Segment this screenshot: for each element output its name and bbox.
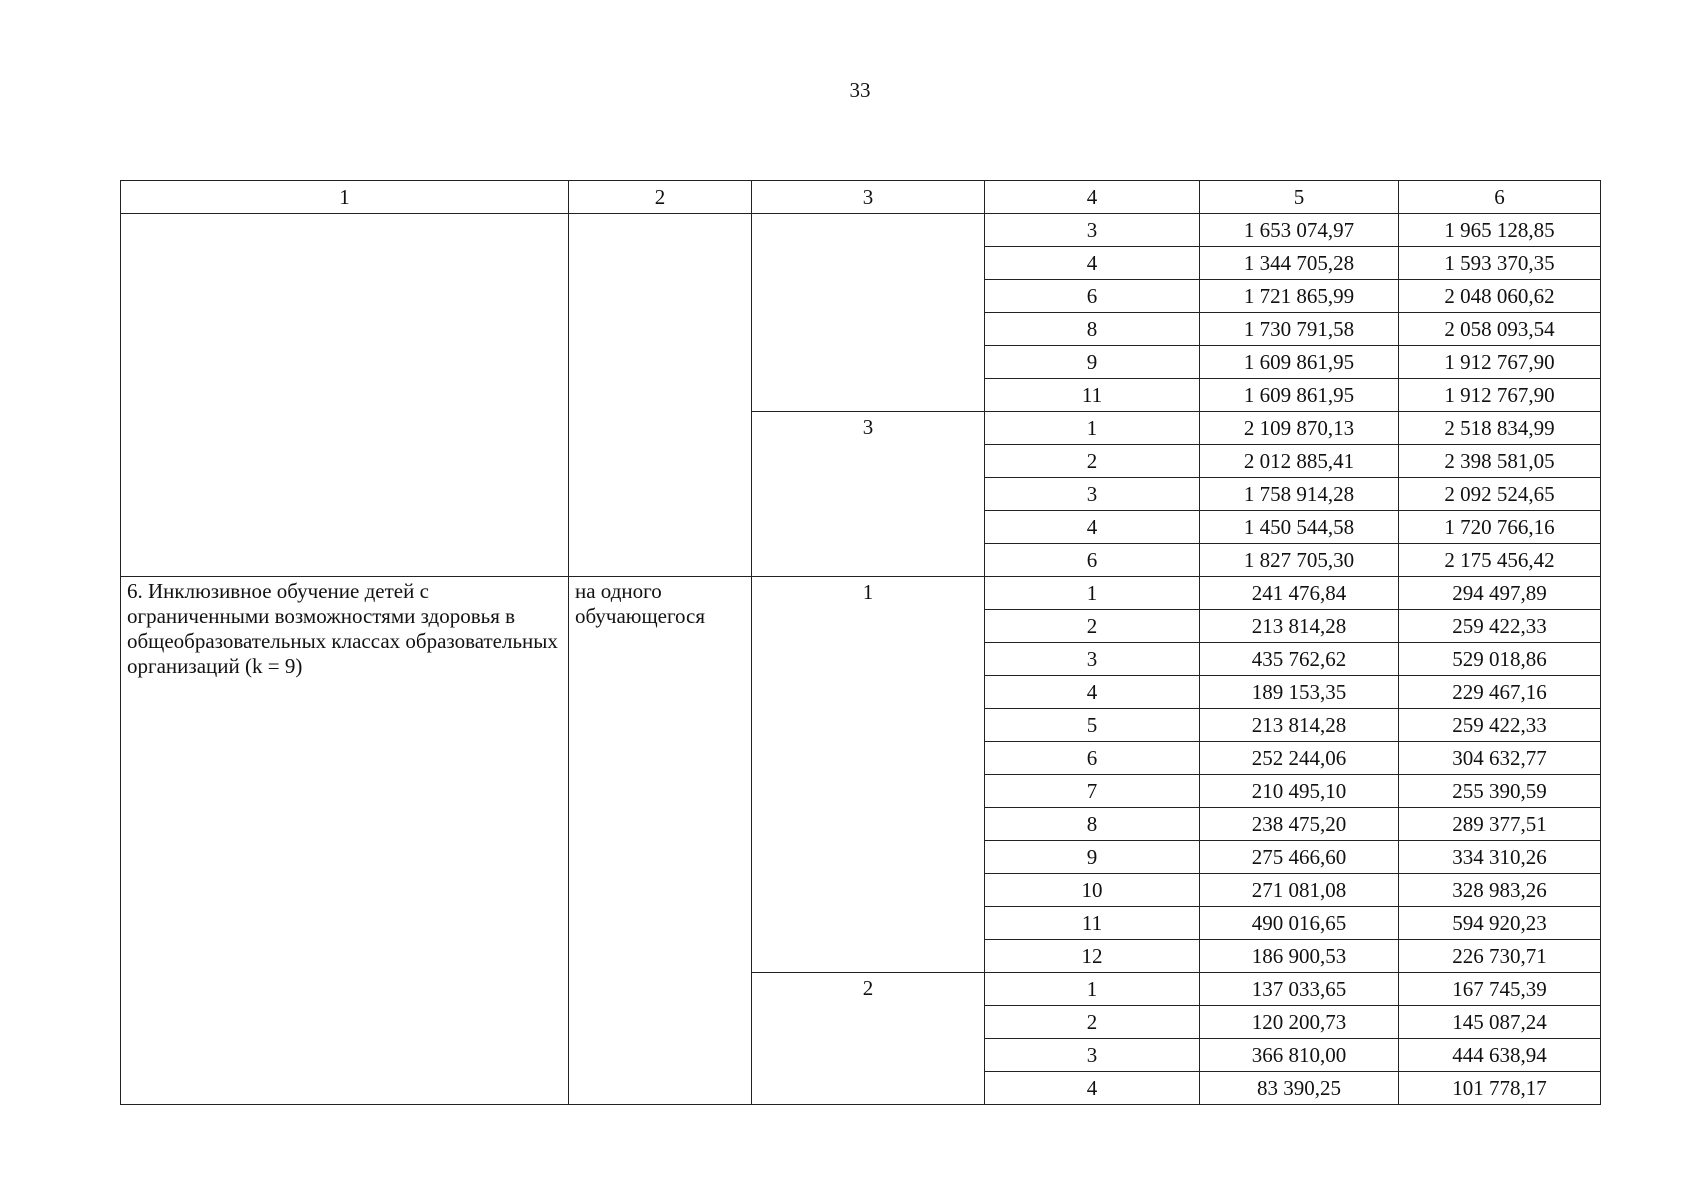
index-cell: 4 — [985, 1072, 1200, 1105]
index-cell: 5 — [985, 709, 1200, 742]
column-header: 3 — [752, 181, 985, 214]
index-cell: 6 — [985, 544, 1200, 577]
value-cell: 594 920,23 — [1399, 907, 1601, 940]
value-cell: 275 466,60 — [1200, 841, 1399, 874]
value-cell: 229 467,16 — [1399, 676, 1601, 709]
value-cell: 1 758 914,28 — [1200, 478, 1399, 511]
value-cell: 1 609 861,95 — [1200, 379, 1399, 412]
column-header: 1 — [121, 181, 569, 214]
value-cell: 1 912 767,90 — [1399, 346, 1601, 379]
value-cell: 490 016,65 — [1200, 907, 1399, 940]
group-label-cell: 1 — [752, 577, 985, 973]
index-cell: 1 — [985, 973, 1200, 1006]
column-header: 4 — [985, 181, 1200, 214]
table-row — [121, 577, 1601, 610]
column-header: 5 — [1200, 181, 1399, 214]
value-cell: 294 497,89 — [1399, 577, 1601, 610]
value-cell: 2 092 524,65 — [1399, 478, 1601, 511]
index-cell: 9 — [985, 346, 1200, 379]
index-cell: 9 — [985, 841, 1200, 874]
index-cell: 8 — [985, 808, 1200, 841]
value-cell: 328 983,26 — [1399, 874, 1601, 907]
value-cell: 120 200,73 — [1200, 1006, 1399, 1039]
group-label-cell: 2 — [752, 973, 985, 1105]
index-cell: 2 — [985, 445, 1200, 478]
index-cell: 3 — [985, 478, 1200, 511]
header-row — [121, 181, 1601, 214]
value-cell: 2 175 456,42 — [1399, 544, 1601, 577]
group-label-cell — [752, 214, 985, 412]
service-title-cell — [121, 214, 569, 577]
index-cell: 10 — [985, 874, 1200, 907]
value-cell: 101 778,17 — [1399, 1072, 1601, 1105]
value-cell: 167 745,39 — [1399, 973, 1601, 1006]
unit-cell: на одного обучающегося — [569, 577, 752, 1105]
index-cell: 2 — [985, 610, 1200, 643]
value-cell: 226 730,71 — [1399, 940, 1601, 973]
value-cell: 435 762,62 — [1200, 643, 1399, 676]
index-cell: 6 — [985, 742, 1200, 775]
value-cell: 259 422,33 — [1399, 610, 1601, 643]
value-cell: 1 593 370,35 — [1399, 247, 1601, 280]
value-cell: 289 377,51 — [1399, 808, 1601, 841]
value-cell: 444 638,94 — [1399, 1039, 1601, 1072]
value-cell: 2 058 093,54 — [1399, 313, 1601, 346]
value-cell: 238 475,20 — [1200, 808, 1399, 841]
table-row — [121, 214, 1601, 247]
value-cell: 2 109 870,13 — [1200, 412, 1399, 445]
service-title-cell: 6. Инклюзивное обучение детей с ограниченными возможностями здоровья в общеобразовательных классах образовательных организаций (k = 9) — [121, 577, 569, 1105]
value-cell: 1 721 865,99 — [1200, 280, 1399, 313]
index-cell: 2 — [985, 1006, 1200, 1039]
value-cell: 1 827 705,30 — [1200, 544, 1399, 577]
value-cell: 137 033,65 — [1200, 973, 1399, 1006]
value-cell: 145 087,24 — [1399, 1006, 1601, 1039]
unit-cell — [569, 214, 752, 577]
value-cell: 241 476,84 — [1200, 577, 1399, 610]
value-cell: 1 653 074,97 — [1200, 214, 1399, 247]
value-cell: 1 720 766,16 — [1399, 511, 1601, 544]
value-cell: 2 012 885,41 — [1200, 445, 1399, 478]
index-cell: 4 — [985, 676, 1200, 709]
value-cell: 1 344 705,28 — [1200, 247, 1399, 280]
index-cell: 7 — [985, 775, 1200, 808]
value-cell: 2 518 834,99 — [1399, 412, 1601, 445]
index-cell: 4 — [985, 247, 1200, 280]
index-cell: 6 — [985, 280, 1200, 313]
column-header: 2 — [569, 181, 752, 214]
value-cell: 366 810,00 — [1200, 1039, 1399, 1072]
value-cell: 1 450 544,58 — [1200, 511, 1399, 544]
value-cell: 210 495,10 — [1200, 775, 1399, 808]
value-cell: 529 018,86 — [1399, 643, 1601, 676]
value-cell: 1 912 767,90 — [1399, 379, 1601, 412]
index-cell: 11 — [985, 907, 1200, 940]
value-cell: 2 398 581,05 — [1399, 445, 1601, 478]
index-cell: 11 — [985, 379, 1200, 412]
value-cell: 304 632,77 — [1399, 742, 1601, 775]
value-cell: 259 422,33 — [1399, 709, 1601, 742]
index-cell: 3 — [985, 214, 1200, 247]
value-cell: 83 390,25 — [1200, 1072, 1399, 1105]
page-number: 33 — [849, 78, 871, 102]
index-cell: 12 — [985, 940, 1200, 973]
value-cell: 271 081,08 — [1200, 874, 1399, 907]
index-cell: 1 — [985, 577, 1200, 610]
value-cell: 186 900,53 — [1200, 940, 1399, 973]
value-cell: 252 244,06 — [1200, 742, 1399, 775]
value-cell: 255 390,59 — [1399, 775, 1601, 808]
value-cell: 1 965 128,85 — [1399, 214, 1601, 247]
data-table — [120, 180, 1601, 1105]
value-cell: 213 814,28 — [1200, 610, 1399, 643]
index-cell: 4 — [985, 511, 1200, 544]
index-cell: 8 — [985, 313, 1200, 346]
value-cell: 213 814,28 — [1200, 709, 1399, 742]
value-cell: 1 609 861,95 — [1200, 346, 1399, 379]
value-cell: 2 048 060,62 — [1399, 280, 1601, 313]
index-cell: 1 — [985, 412, 1200, 445]
value-cell: 1 730 791,58 — [1200, 313, 1399, 346]
index-cell: 3 — [985, 1039, 1200, 1072]
index-cell: 3 — [985, 643, 1200, 676]
group-label-cell: 3 — [752, 412, 985, 577]
column-header: 6 — [1399, 181, 1601, 214]
value-cell: 334 310,26 — [1399, 841, 1601, 874]
value-cell: 189 153,35 — [1200, 676, 1399, 709]
